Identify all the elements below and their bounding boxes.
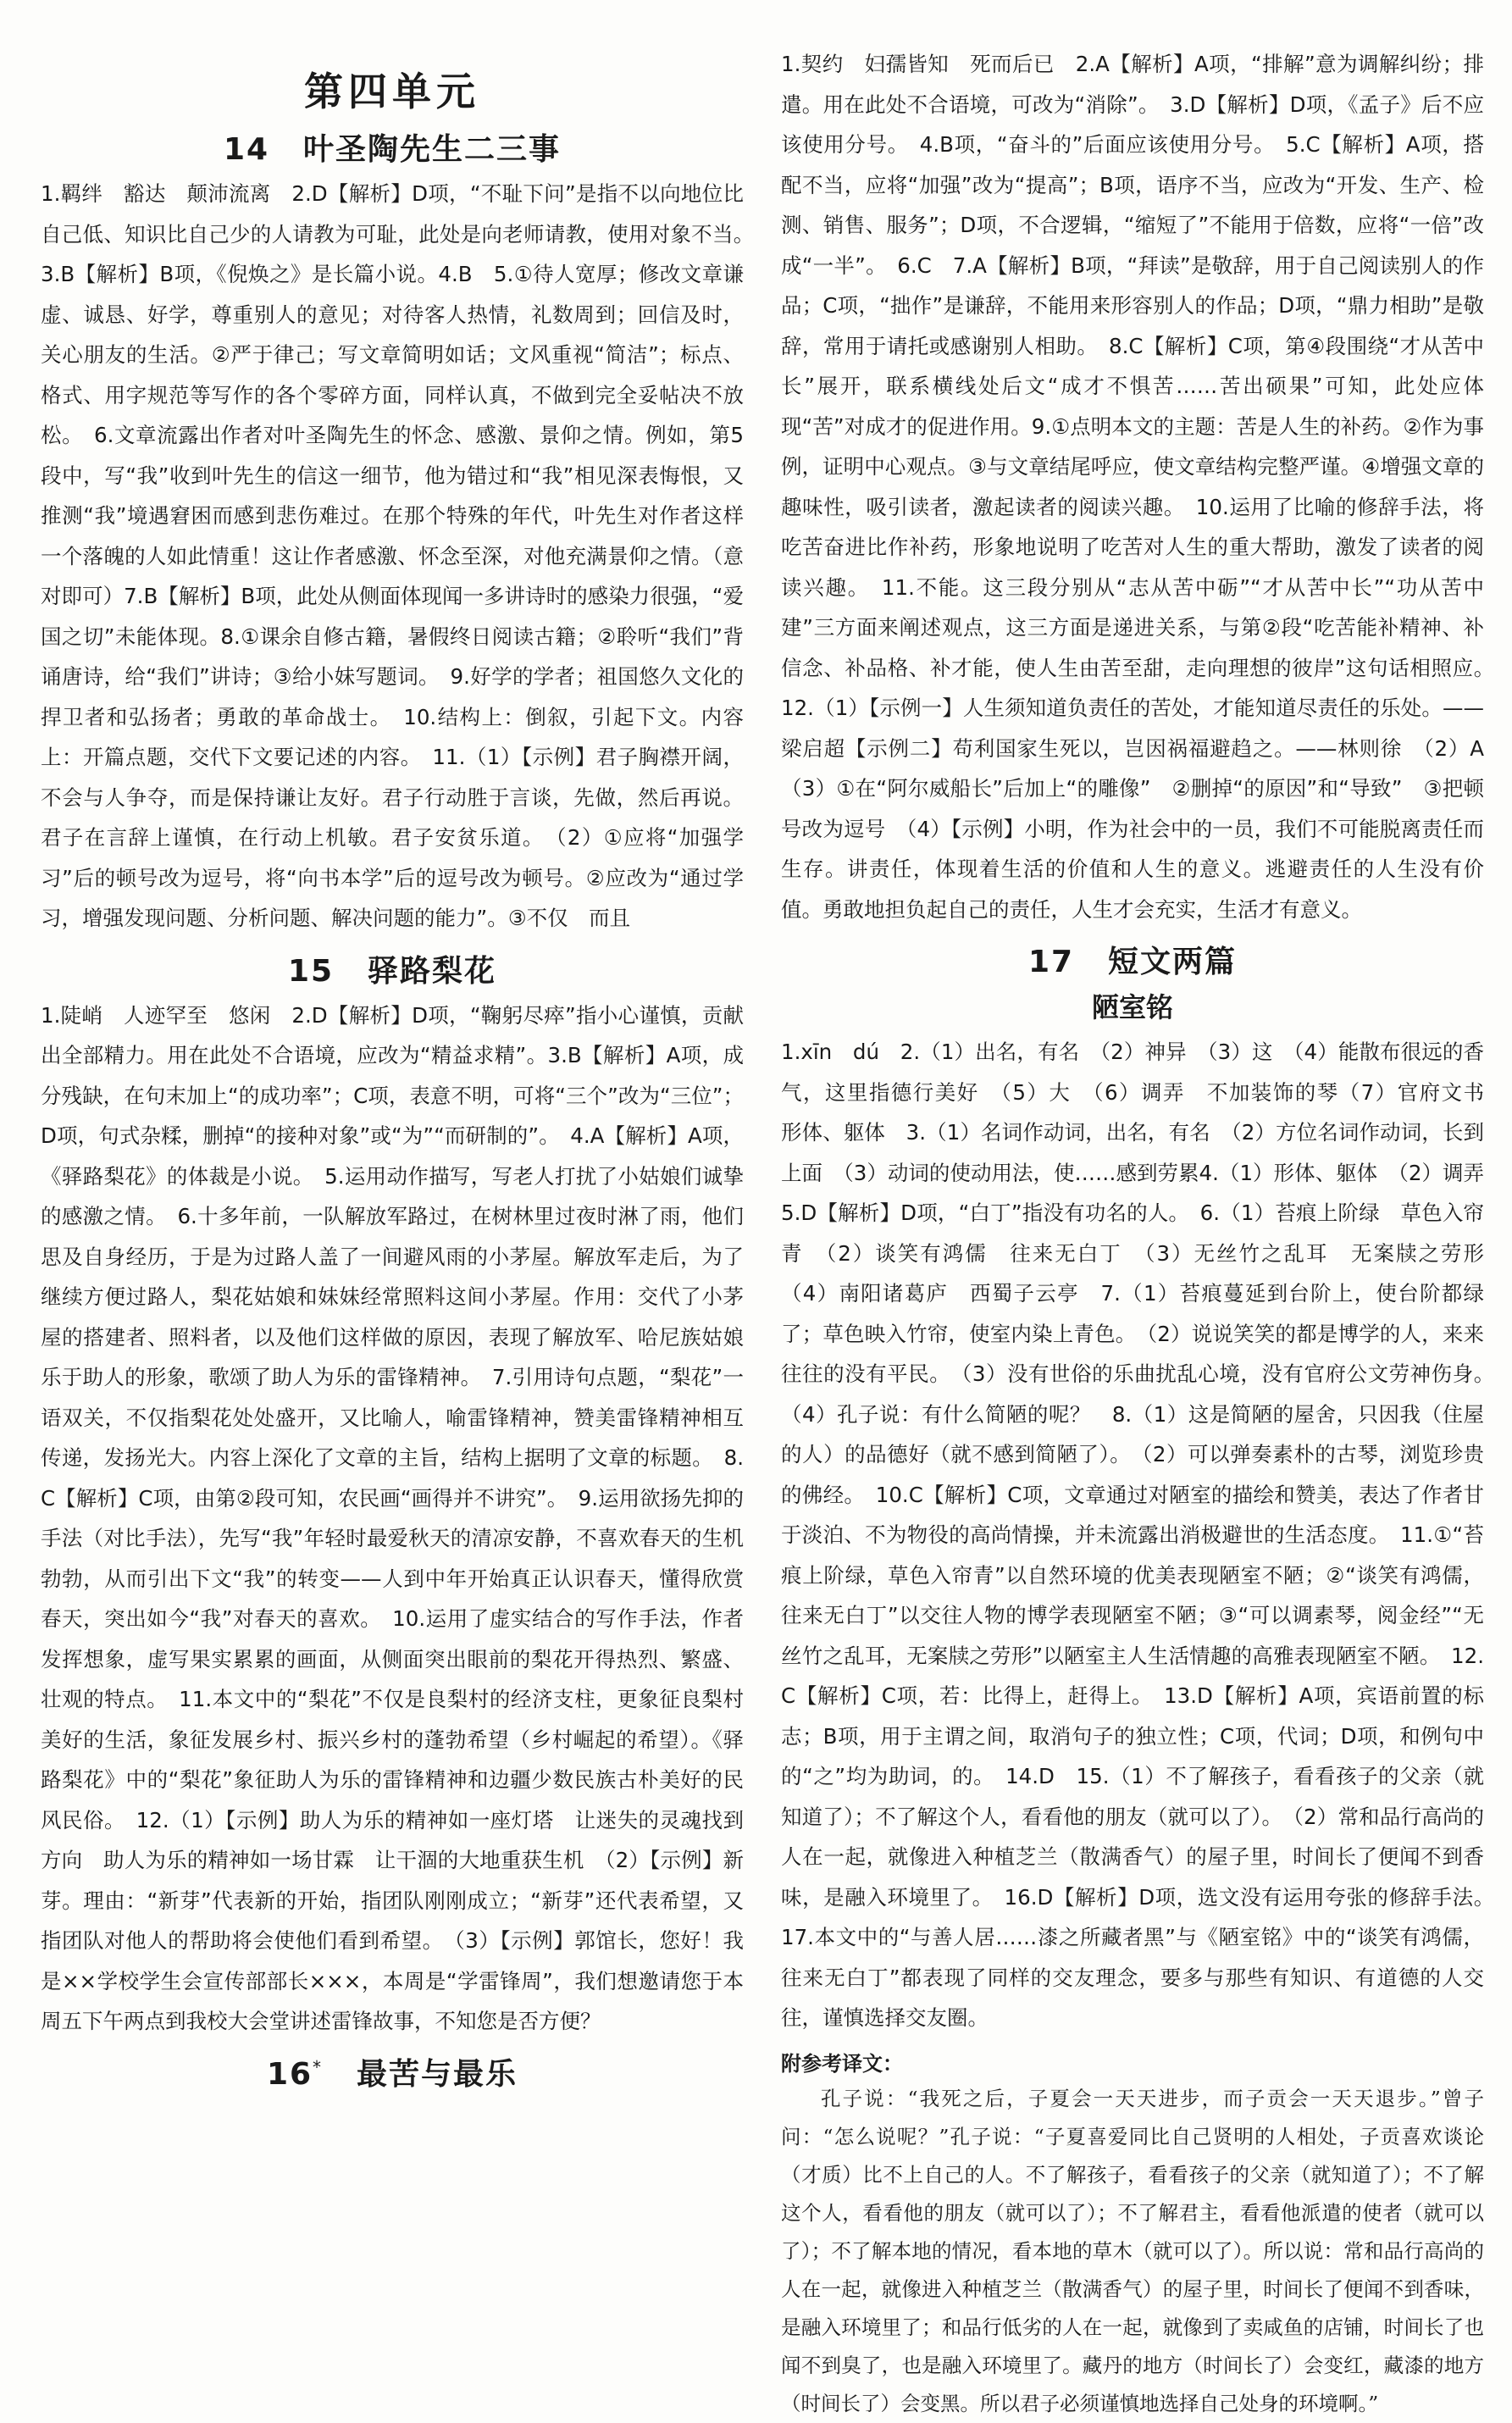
section-17-number: 17 — [1027, 945, 1075, 979]
section-16-title — [41, 2050, 744, 2093]
section-16-star: * — [313, 2056, 324, 2077]
reference-heading: 附参考译文： — [781, 2051, 903, 2076]
section-17-subtitle: 陋室铭 — [1091, 991, 1173, 1023]
left-column — [41, 49, 765, 2099]
section-17-heading: 短文两篇 — [1108, 945, 1238, 979]
section-17-answers: 1.xīn dú 2.（1）出名，有名 （2）神异 （3）这 （4）能散布很远的香气，这里指德行美好 （5）大 （6）调弄 不加装饰的琴（7）官府文书 形体、躯体 3.（1）名词作动词，出名，有名 （2）方位名词作动词，长到上面 （3）动词的使动用法，使……感到劳累4.（1）形体、躯体 （2）调弄 5.D【解析】D项，“白丁”指没有功名的人。 6.（1）苔痕上阶绿 草色入帘青 （2）谈笑有鸿儒 往来无白丁 （3）无丝竹之乱耳 无案牍之劳形 （4）南阳诸葛庐 西蜀子云亭 7.（1）苔痕蔓延到台阶上，使台阶都绿了；草色映入竹帘，使室内染上青色。 （2）说说笑笑的都是博学的人，来来往往的没有平民。 （3）没有世俗的乐曲扰乱心境，没有官府公文劳神伤身。 （4）孔子说：有什么简陋的呢？ 8.（1）这是简陋的屋舍，只因我（住屋的人）的品德好（就不感到简陋了）。 （2）可以弹奏素朴的古琴，浏览珍贵的佛经。 10.C【解析】C项，文章通过对陋室的描绘和赞美，表达了作者甘于淡泊、不为物役的高尚情操，并未流露出消极避世的生活态度。 11.①“苔痕上阶绿，草色入帘青”以自然环境的优美表现陋室不陋；②“谈笑有鸿儒，往来无白丁”以交往人物的博学表现陋室不陋；③“可以调素琴，阅金经”“无丝竹之乱耳，无案牍之劳形”以陋室主人生活情趣的高雅表现陋室不陋。 12.C【解析】C项，若：比得上，赶得上。 13.D【解析】A项，宾语前置的标志；B项，用于主谓之间，取消句子的独立性；C项，代词；D项，和例句中的“之”均为助词，的。 14.D 15.（1）不了解孩子，看看孩子的父亲（就知道了）；不了解这个人，看看他的朋友（就可以了）。 （2）常和品行高尚的人在一起，就像进入种植芝兰（散满香气）的屋子里，时间长了便闻不到香味，是融入环境里了。 16.D【解析】D项，选文没有运用夸张的修辞手法。 17.本文中的“与善人居……漆之所藏者黑”与《陋室铭》中的“谈笑有鸿儒，往来无白丁”都表现了同样的交友理念，要多与那些有知识、有道德的人交往，谨慎选择交友圈。 — [781, 1040, 1505, 2030]
section-14-answers: 1.羁绊 豁达 颠沛流离 2.D【解析】D项，“不耻下问”是指不以向地位比自己低、知识比自己少的人请教为可耻，此处是向老师请教，使用对象不当。 3.B【解析】B项，《倪焕之》是长篇小说。4.B 5.①待人宽厚；修改文章谦虚、诚恳、好学，尊重别人的意见；对待客人热情，礼数周到；回信及时，关心朋友的生活。②严于律己；写文章简明如话；文风重视“简洁”；标点、格式、用字规范等写作的各个零碎方面，同样认真，不做到完全妥帖决不放松。 6.文章流露出作者对叶圣陶先生的怀念、感激、景仰之情。例如，第5段中，写“我”收到叶先生的信这一细节，他为错过和“我”相见深表悔恨，又推测“我”境遇窘困而感到悲伤难过。在那个特殊的年代，叶先生对作者这样一个落魄的人如此情重！这让作者感激、怀念至深，对他充满景仰之情。（意对即可）7.B【解析】B项，此处从侧面体现闻一多讲诗时的感染力很强，“爱国之切”未能体现。8.①课余自修古籍，暑假终日阅读古籍；②聆听“我们”背诵唐诗，给“我们”讲诗；③给小妹写题词。 9.好学的学者；祖国悠久文化的捍卫者和弘扬者；勇敢的革命战士。 10.结构上：倒叙，引起下文。内容上：开篇点题，交代下文要记述的内容。 11.（1）【示例】君子胸襟开阔，不会与人争夺，而是保持谦让友好。君子行动胜于言谈，先做，然后再说。君子在言辞上谨慎，在行动上机敏。君子安贫乐道。 （2）①应将“加强学习”后的顿号改为逗号，将“向书本学”后的逗号改为顿号。②应改为“通过学习，增强发现问题、分析问题、解决问题的能力”。③不仅 而且 — [41, 181, 765, 930]
section-15-answers: 1.陡峭 人迹罕至 悠闲 2.D【解析】D项，“鞠躬尽瘁”指小心谨慎，贡献出全部精力。用在此处不合语境，应改为“精益求精”。3.B【解析】A项，成分残缺，在句末加上“的成功率”；C项，表意不明，可将“三个”改为“三位”；D项，句式杂糅，删掉“的接种对象”或“为”“而研制的”。 4.A【解析】A项，《驿路梨花》的体裁是小说。 5.运用动作描写，写老人打扰了小姑娘们诚挚的感激之情。 6.十多年前，一队解放军路过，在树林里过夜时淋了雨，他们思及自身经历，于是为过路人盖了一间避风雨的小茅屋。解放军走后，为了继续方便过路人，梨花姑娘和妹妹经常照料这间小茅屋。作用：交代了小茅屋的搭建者、照料者，以及他们这样做的原因，表现了解放军、哈尼族姑娘乐于助人的形象，歌颂了助人为乐的雷锋精神。 7.引用诗句点题，“梨花”一语双关，不仅指梨花处处盛开，又比喻人，喻雷锋精神，赞美雷锋精神相互传递，发扬光大。内容上深化了文章的主旨，结构上据明了文章的标题。 8.C【解析】C项，由第②段可知，农民画“画得并不讲究”。 9.运用欲扬先抑的手法（对比手法），先写“我”年轻时最爱秋天的清凉安静，不喜欢春天的生机勃勃，从而引出下文“我”的转变——人到中年开始真正认识春天，懂得欣赏春天，突出如今“我”对春天的喜欢。 10.运用了虚实结合的写作手法，作者发挥想象，虚写果实累累的画面，从侧面突出眼前的梨花开得热烈、繁盛、壮观的特点。 11.本文中的“梨花”不仅是良梨村的经济支柱，更象征良梨村美好的生活，象征发展乡村、振兴乡村的蓬勃希望（乡村崛起的希望）。《驿路梨花》中的“梨花”象征助人为乐的雷锋精神和边疆少数民族古朴美好的民风民俗。 12.（1）【示例】助人为乐的精神如一座灯塔 让迷失的灵魂找到方向 助人为乐的精神如一场甘霖 让干涸的大地重获生机 （2）【示例】新芽。理由：“新芽”代表新的开始，指团队刚刚成立；“新芽”还代表希望，又指团队对他人的帮助将会使他们看到希望。 （3）【示例】郭馆长，您好！我是××学校学生会宣传部部长×××，本周是“学雷锋周”，我们想邀请您于本周五下午两点到我校大会堂讲述雷锋故事，不知您是否方便？ — [41, 1002, 744, 2033]
reference-translation: 孔子说：“我死之后，子夏会一天天进步，而子贡会一天天退步。”曾子问：“怎么说呢？”孔子说：“子夏喜爱同比自己贤明的人相处，子贡喜欢谈论（才质）比不上自己的人。不了解孩子，看看孩子的父亲（就知道了）；不了解这个人，看看他的朋友（就可以了）；不了解君主，看看他派遣的使者（就可以了）；不了解本地的情况，看本地的草木（就可以了）。所以说：常和品行高尚的人在一起，就像进入种植芝兰（散满香气）的屋子里，时间长了便闻不到香味，是融入环境里了；和品行低劣的人在一起，就像到了卖咸鱼的店铺，时间长了也闻不到臭了，也是融入环境里了。藏丹的地方（时间长了）会变红，藏漆的地方（时间长了）会变黑。所以君子必须谨慎地选择自己处身的环境啊。” — [781, 2086, 1484, 2415]
section-14-heading: 叶圣陶先生二三事 — [303, 132, 562, 167]
right-column — [781, 44, 1505, 2423]
section-15-number: 15 — [287, 953, 335, 989]
section-14-title — [41, 125, 744, 169]
section-14-number: 14 — [223, 132, 270, 167]
section-16-heading: 最苦与最乐 — [357, 2056, 518, 2092]
unit-title: 第四单元 — [304, 69, 480, 114]
section-15-heading: 驿路梨花 — [368, 953, 497, 989]
section-16-answers: 1.契约 妇孺皆知 死而后已 2.A【解析】A项，“排解”意为调解纠纷；排遣。用在此处不合语境，可改为“消除”。 3.D【解析】D项，《孟子》后不应该使用分号。 4.B项，“奋斗的”后面应该使用分号。 5.C【解析】A项，搭配不当，应将“加强”改为“提高”；B项，语序不当，应改为“开发、生产、检测、销售、服务”；D项，不合逻辑，“缩短了”不能用于倍数，应将“一倍”改成“一半”。 6.C 7.A【解析】B项，“拜读”是敬辞，用于自己阅读别人的作品；C项，“拙作”是谦辞，不能用来形容别人的作品；D项，“鼎力相助”是敬辞，常用于请托或感谢别人相助。 8.C【解析】C项，第④段围绕“才从苦中长”展开，联系横线处后文“成才不惧苦……苦出硕果”可知，此处应体现“苦”对成才的促进作用。9.①点明本文的主题：苦是人生的补药。②作为事例，证明中心观点。③与文章结尾呼应，使文章结构完整严谨。④增强文章的趣味性，吸引读者，激起读者的阅读兴趣。 10.运用了比喻的修辞手法，将吃苦奋进比作补药，形象地说明了吃苦对人生的重大帮助，激发了读者的阅读兴趣。 11.不能。这三段分别从“志从苦中砺”“才从苦中长”“功从苦中建”三方面来阐述观点，这三方面是递进关系，与第②段“吃苦能补精神、补信念、补品格、补才能，使人生由苦至甜，走向理想的彼岸”这句话相照应。 12.（1）【示例一】人生须知道负责任的苦处，才能知道尽责任的乐处。——梁启超【示例二】苟利国家生死以，岂因祸福避趋之。——林则徐 （2）A （3）①在“阿尔威船长”后加上“的雕像” ②删掉“的原因”和“导致” ③把顿号改为逗号 （4）【示例】小明，作为社会中的一员，我们不可能脱离责任而生存。讲责任，体现着生活的价值和人生的意义。逃避责任的人生没有价值。勇敢地担负起自己的责任，人生才会充实，生活才有意义。 — [781, 52, 1505, 922]
section-15-title — [41, 947, 744, 990]
section-16-number: 16* — [266, 2056, 324, 2092]
section-17-title — [781, 938, 1484, 981]
